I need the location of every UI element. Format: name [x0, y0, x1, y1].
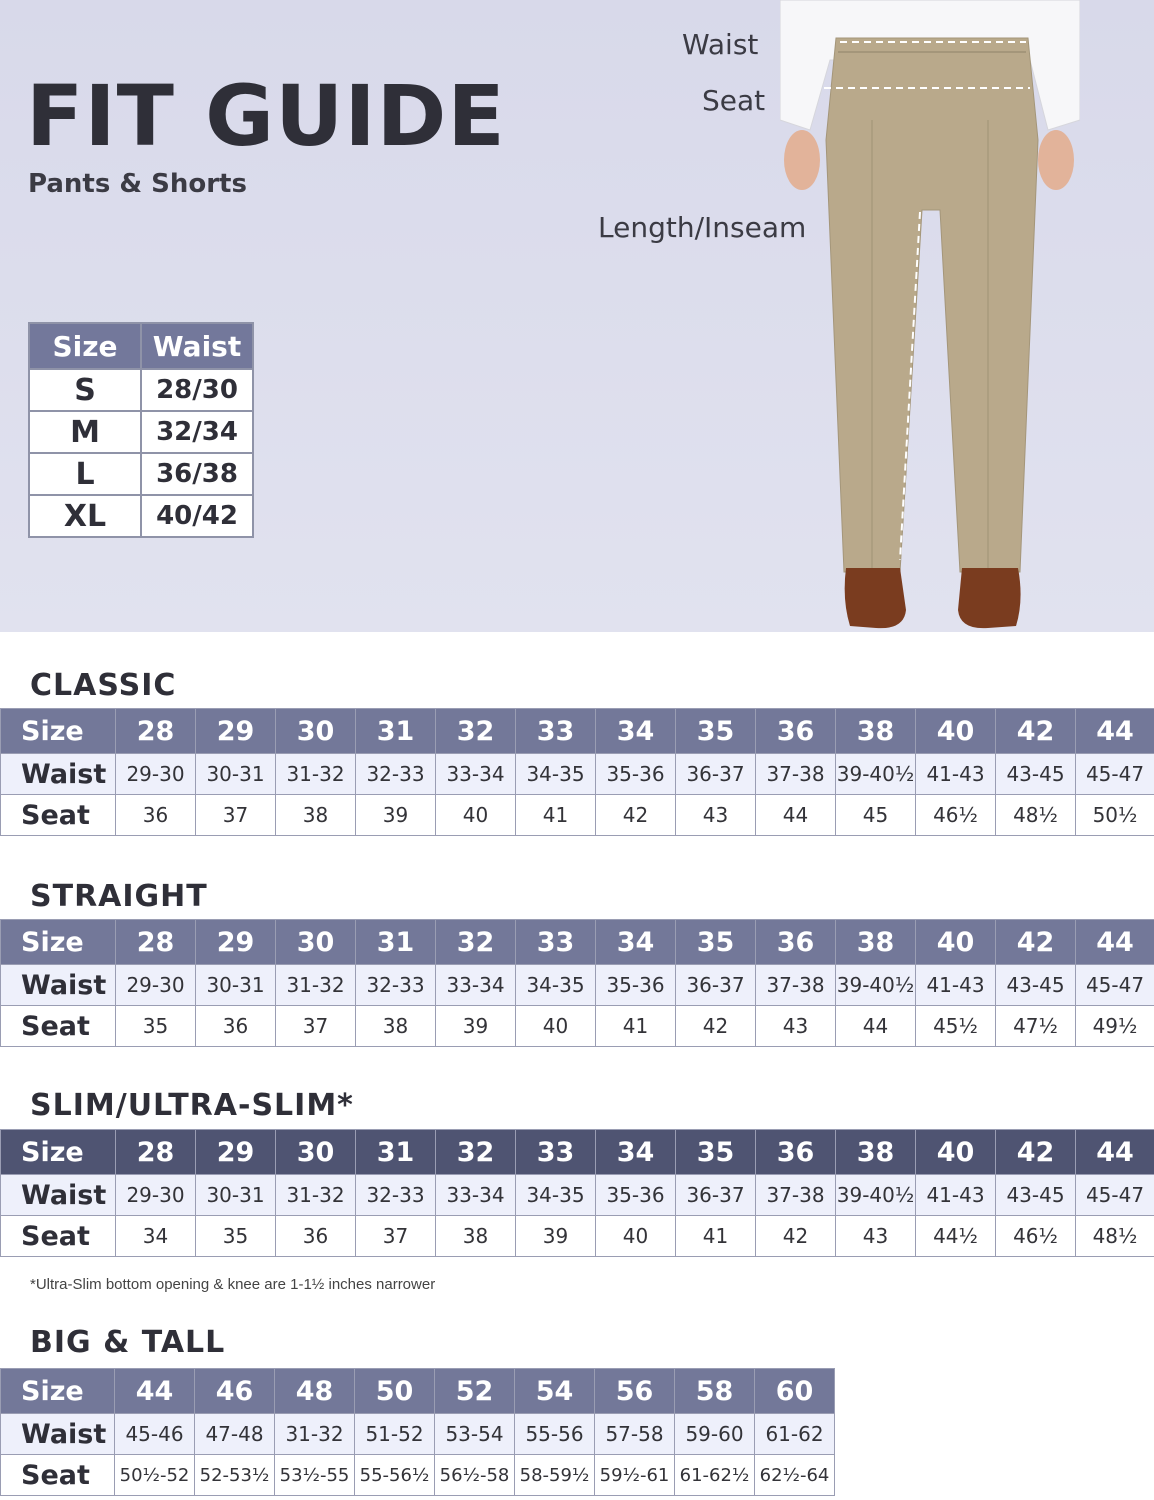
page-subtitle: Pants & Shorts: [28, 169, 247, 199]
size-cell: 35: [676, 1130, 756, 1175]
seat-row: [1, 1006, 1154, 1047]
waist-cell: 57-58: [595, 1414, 675, 1455]
size-cell: 34: [596, 1130, 676, 1175]
big-tall-section-title: BIG & TALL: [30, 1325, 226, 1360]
waist-cell: 59-60: [675, 1414, 755, 1455]
seat-cell: 42: [676, 1006, 756, 1047]
size-cell: 28: [116, 920, 196, 965]
seat-cell: 50½: [1076, 795, 1154, 836]
size-chart-header-waist: Waist: [141, 323, 253, 369]
seat-cell: 53½-55: [275, 1455, 355, 1496]
size-chart-row: [29, 453, 253, 495]
waist-cell: 33-34: [436, 1175, 516, 1216]
row-label-seat: Seat: [1, 795, 116, 836]
seat-cell: 36: [196, 1006, 276, 1047]
seat-cell: 42: [756, 1216, 836, 1257]
row-label-waist: Waist: [1, 1175, 116, 1216]
size-cell: 34: [596, 920, 676, 965]
seat-cell: 62½-64: [755, 1455, 835, 1496]
waist-cell: 39-40½: [836, 965, 916, 1006]
waist-cell: 30-31: [196, 754, 276, 795]
size-cell: 35: [676, 920, 756, 965]
size-row: [1, 709, 1154, 754]
waist-cell: 30-31: [196, 965, 276, 1006]
size-cell: 31: [356, 1130, 436, 1175]
size-cell: 52: [435, 1369, 515, 1414]
slim-table: [0, 1129, 1154, 1257]
waist-cell: 36-37: [676, 1175, 756, 1216]
big-tall-table: [0, 1368, 835, 1496]
size-cell: 32: [436, 1130, 516, 1175]
size-cell: 31: [356, 920, 436, 965]
size-chart-waist: 40/42: [141, 495, 253, 537]
size-chart-size: S: [29, 369, 141, 411]
size-cell: 50: [355, 1369, 435, 1414]
waist-cell: 31-32: [276, 965, 356, 1006]
waist-row: [1, 965, 1154, 1006]
size-chart-waist: 36/38: [141, 453, 253, 495]
seat-cell: 44: [756, 795, 836, 836]
waist-row: [1, 1175, 1154, 1216]
waist-cell: 61-62: [755, 1414, 835, 1455]
straight-section-title: STRAIGHT: [30, 879, 208, 914]
size-cell: 54: [515, 1369, 595, 1414]
waist-cell: 30-31: [196, 1175, 276, 1216]
seat-cell: 40: [516, 1006, 596, 1047]
size-chart-row: [29, 411, 253, 453]
left-shoe: [845, 568, 906, 628]
waist-cell: 29-30: [116, 965, 196, 1006]
waist-cell: 45-47: [1076, 754, 1154, 795]
size-cell: 29: [196, 1130, 276, 1175]
size-cell: 40: [916, 1130, 996, 1175]
size-cell: 58: [675, 1369, 755, 1414]
size-chart-waist: 32/34: [141, 411, 253, 453]
seat-cell: 37: [276, 1006, 356, 1047]
straight-table: [0, 919, 1154, 1047]
left-hand: [784, 130, 820, 190]
row-label-size: Size: [1, 709, 116, 754]
seat-row: [1, 1455, 835, 1496]
size-cell: 44: [1076, 920, 1154, 965]
size-cell: 42: [996, 1130, 1076, 1175]
seat-cell: 46½: [916, 795, 996, 836]
size-chart-row: [29, 369, 253, 411]
seat-cell: 44½: [916, 1216, 996, 1257]
seat-cell: 45: [836, 795, 916, 836]
size-cell: 60: [755, 1369, 835, 1414]
size-cell: 28: [116, 1130, 196, 1175]
seat-cell: 41: [596, 1006, 676, 1047]
waist-cell: 41-43: [916, 965, 996, 1006]
waist-cell: 37-38: [756, 754, 836, 795]
size-cell: 38: [836, 1130, 916, 1175]
seat-cell: 36: [276, 1216, 356, 1257]
seat-cell: 42: [596, 795, 676, 836]
size-cell: 44: [1076, 709, 1154, 754]
size-cell: 48: [275, 1369, 355, 1414]
waist-cell: 29-30: [116, 1175, 196, 1216]
size-cell: 36: [756, 709, 836, 754]
row-label-size: Size: [1, 1369, 115, 1414]
seat-cell: 39: [356, 795, 436, 836]
waist-cell: 45-46: [115, 1414, 195, 1455]
row-label-size: Size: [1, 920, 116, 965]
seat-cell: 39: [436, 1006, 516, 1047]
seat-cell: 38: [356, 1006, 436, 1047]
waist-cell: 35-36: [596, 1175, 676, 1216]
size-row: [1, 920, 1154, 965]
waist-cell: 45-47: [1076, 965, 1154, 1006]
waist-measure-label: Waist: [682, 28, 759, 61]
waist-cell: 29-30: [116, 754, 196, 795]
waist-cell: 43-45: [996, 965, 1076, 1006]
waist-cell: 33-34: [436, 754, 516, 795]
waist-cell: 35-36: [596, 754, 676, 795]
seat-cell: 50½-52: [115, 1455, 195, 1496]
seat-cell: 37: [356, 1216, 436, 1257]
row-label-waist: Waist: [1, 965, 116, 1006]
waist-cell: 53-54: [435, 1414, 515, 1455]
page-title: FIT GUIDE: [26, 67, 506, 165]
waist-cell: 45-47: [1076, 1175, 1154, 1216]
seat-cell: 48½: [996, 795, 1076, 836]
seat-row: [1, 1216, 1154, 1257]
waist-cell: 31-32: [276, 1175, 356, 1216]
seat-cell: 37: [196, 795, 276, 836]
right-shoe: [958, 568, 1021, 628]
waist-cell: 37-38: [756, 965, 836, 1006]
seat-cell: 38: [276, 795, 356, 836]
waist-cell: 35-36: [596, 965, 676, 1006]
seat-cell: 46½: [996, 1216, 1076, 1257]
row-label-size: Size: [1, 1130, 116, 1175]
waist-cell: 47-48: [195, 1414, 275, 1455]
size-cell: 56: [595, 1369, 675, 1414]
size-row: [1, 1369, 835, 1414]
size-cell: 42: [996, 709, 1076, 754]
row-label-waist: Waist: [1, 754, 116, 795]
size-cell: 34: [596, 709, 676, 754]
seat-cell: 39: [516, 1216, 596, 1257]
row-label-seat: Seat: [1, 1455, 115, 1496]
waist-cell: 31-32: [276, 754, 356, 795]
seat-cell: 40: [596, 1216, 676, 1257]
length-measure-label: Length/Inseam: [598, 211, 807, 244]
right-hand: [1038, 130, 1074, 190]
seat-cell: 59½-61: [595, 1455, 675, 1496]
waist-cell: 31-32: [275, 1414, 355, 1455]
classic-section-title: CLASSIC: [30, 668, 177, 703]
waist-cell: 32-33: [356, 965, 436, 1006]
size-cell: 30: [276, 1130, 356, 1175]
size-chart-row: [29, 495, 253, 537]
size-chart-size: M: [29, 411, 141, 453]
size-cell: 33: [516, 1130, 596, 1175]
size-chart-waist: 28/30: [141, 369, 253, 411]
seat-cell: 58-59½: [515, 1455, 595, 1496]
seat-cell: 52-53½: [195, 1455, 275, 1496]
waist-cell: 34-35: [516, 754, 596, 795]
waist-cell: 55-56: [515, 1414, 595, 1455]
size-cell: 29: [196, 709, 276, 754]
size-cell: 29: [196, 920, 276, 965]
seat-measure-label: Seat: [702, 84, 766, 117]
size-chart-size: L: [29, 453, 141, 495]
size-cell: 31: [356, 709, 436, 754]
waist-cell: 34-35: [516, 965, 596, 1006]
size-row: [1, 1130, 1154, 1175]
size-cell: 44: [115, 1369, 195, 1414]
waist-row: [1, 1414, 835, 1455]
waist-cell: 43-45: [996, 1175, 1076, 1216]
seat-cell: 40: [436, 795, 516, 836]
seat-cell: 45½: [916, 1006, 996, 1047]
seat-cell: 56½-58: [435, 1455, 515, 1496]
waist-cell: 36-37: [676, 754, 756, 795]
size-chart-table: [28, 322, 254, 538]
seat-cell: 43: [756, 1006, 836, 1047]
size-cell: 44: [1076, 1130, 1154, 1175]
size-cell: 28: [116, 709, 196, 754]
seat-cell: 41: [516, 795, 596, 836]
size-cell: 42: [996, 920, 1076, 965]
row-label-seat: Seat: [1, 1216, 116, 1257]
seat-row: [1, 795, 1154, 836]
pants-model-illustration: [780, 0, 1080, 632]
size-cell: 30: [276, 709, 356, 754]
waist-cell: 39-40½: [836, 1175, 916, 1216]
waist-cell: 37-38: [756, 1175, 836, 1216]
size-cell: 32: [436, 709, 516, 754]
seat-cell: 36: [116, 795, 196, 836]
seat-cell: 43: [836, 1216, 916, 1257]
seat-cell: 47½: [996, 1006, 1076, 1047]
waist-cell: 34-35: [516, 1175, 596, 1216]
pants: [826, 38, 1038, 572]
seat-cell: 35: [196, 1216, 276, 1257]
seat-cell: 43: [676, 795, 756, 836]
slim-section-title: SLIM/ULTRA-SLIM*: [30, 1088, 354, 1123]
waist-cell: 39-40½: [836, 754, 916, 795]
size-chart-header-size: Size: [29, 323, 141, 369]
size-cell: 46: [195, 1369, 275, 1414]
slim-footnote: *Ultra-Slim bottom opening & knee are 1-1½ inches narrower: [30, 1276, 436, 1293]
seat-cell: 49½: [1076, 1006, 1154, 1047]
size-cell: 40: [916, 920, 996, 965]
seat-cell: 44: [836, 1006, 916, 1047]
row-label-seat: Seat: [1, 1006, 116, 1047]
waist-cell: 41-43: [916, 754, 996, 795]
row-label-waist: Waist: [1, 1414, 115, 1455]
size-cell: 38: [836, 709, 916, 754]
size-cell: 35: [676, 709, 756, 754]
classic-table: [0, 708, 1154, 836]
size-cell: 32: [436, 920, 516, 965]
seat-cell: 35: [116, 1006, 196, 1047]
waist-cell: 32-33: [356, 754, 436, 795]
waist-cell: 43-45: [996, 754, 1076, 795]
seat-cell: 61-62½: [675, 1455, 755, 1496]
waist-row: [1, 754, 1154, 795]
waist-cell: 33-34: [436, 965, 516, 1006]
size-cell: 30: [276, 920, 356, 965]
size-chart-size: XL: [29, 495, 141, 537]
size-cell: 33: [516, 709, 596, 754]
seat-cell: 34: [116, 1216, 196, 1257]
size-cell: 38: [836, 920, 916, 965]
seat-cell: 48½: [1076, 1216, 1154, 1257]
waist-cell: 41-43: [916, 1175, 996, 1216]
waist-cell: 32-33: [356, 1175, 436, 1216]
size-cell: 36: [756, 920, 836, 965]
seat-cell: 55-56½: [355, 1455, 435, 1496]
seat-cell: 38: [436, 1216, 516, 1257]
seat-cell: 41: [676, 1216, 756, 1257]
size-cell: 40: [916, 709, 996, 754]
size-cell: 33: [516, 920, 596, 965]
waist-cell: 36-37: [676, 965, 756, 1006]
size-cell: 36: [756, 1130, 836, 1175]
waist-cell: 51-52: [355, 1414, 435, 1455]
